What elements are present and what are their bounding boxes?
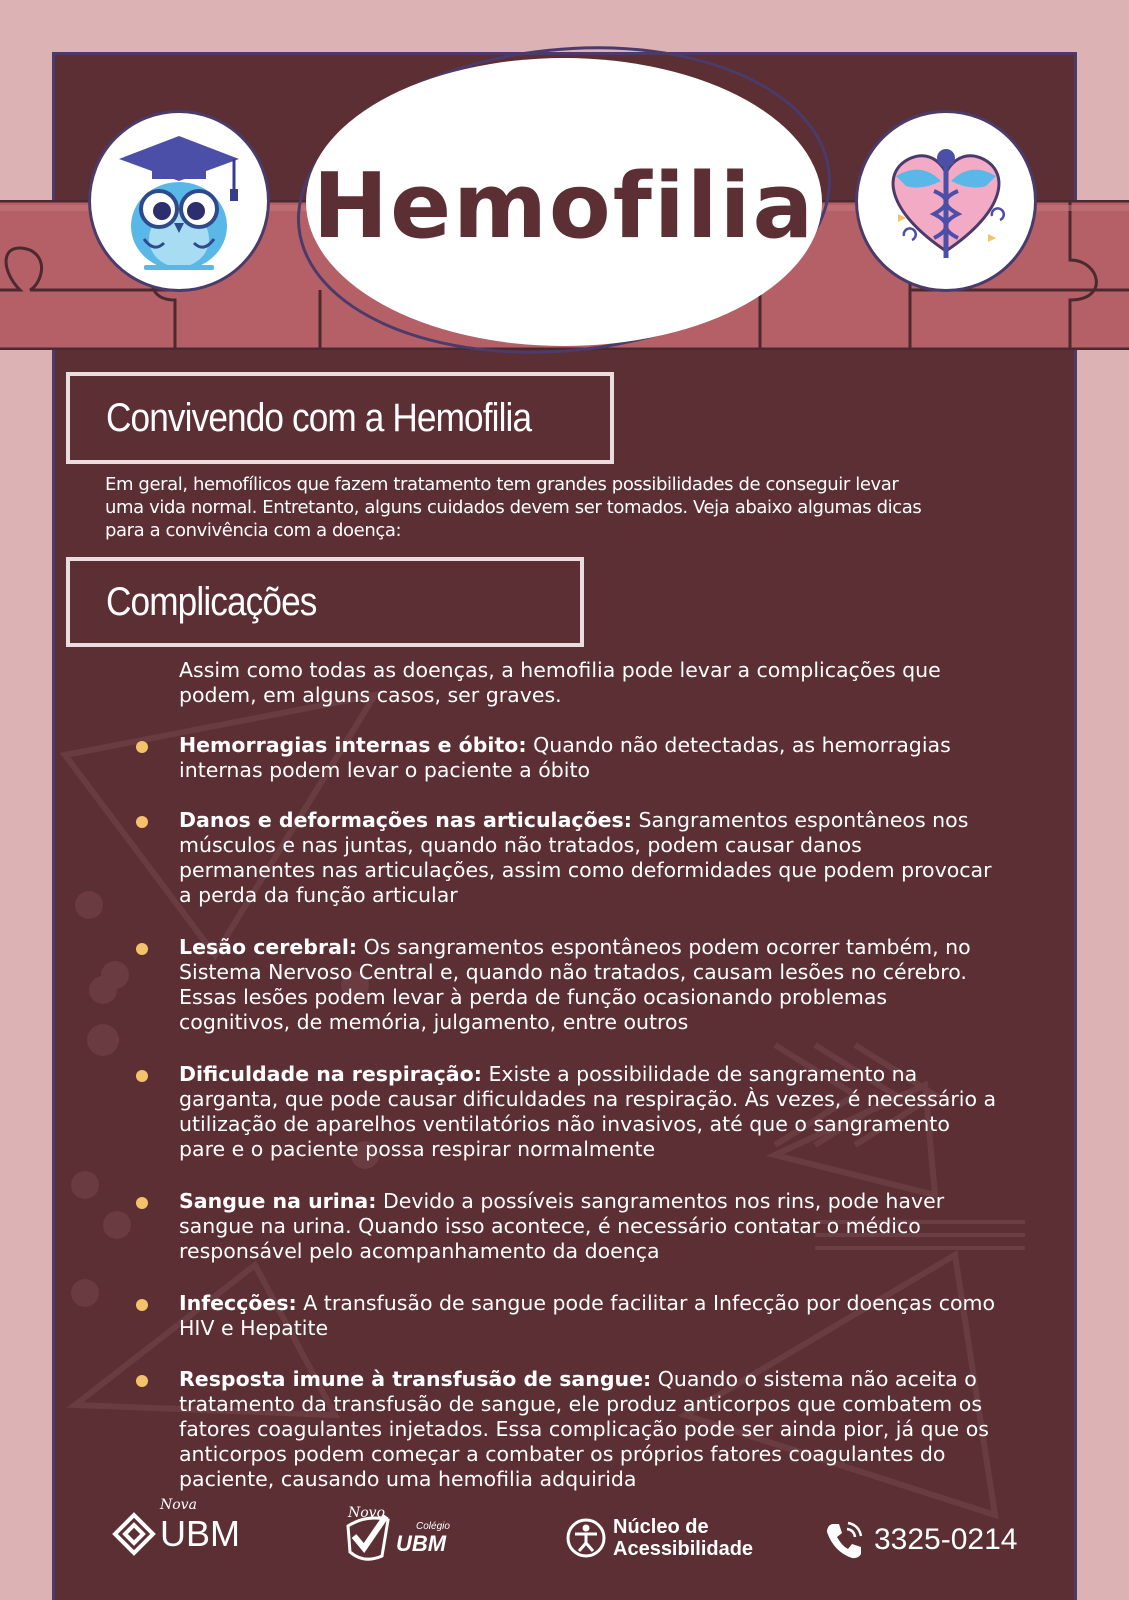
section-heading-box bbox=[66, 557, 584, 647]
caduceus-medallion bbox=[855, 110, 1037, 292]
bullet-dot bbox=[136, 1197, 148, 1209]
ubm-name: UBM bbox=[160, 1513, 240, 1554]
bullet-dot bbox=[136, 1375, 148, 1387]
owl-graduate-icon bbox=[114, 131, 244, 271]
owl-medallion bbox=[88, 110, 270, 292]
list-item bbox=[179, 935, 999, 1035]
list-item bbox=[179, 733, 999, 783]
nucleo-line1: Núcleo de bbox=[613, 1516, 709, 1538]
item-text: Quando o sistema não aceita o tratamento da transfusão de sangue, ele produz anticorpos que combatem os fatores coagulantes injetados. Essa complicação pode ser ainda pior, já que os anticorpos podem começar a combater os próprios fatores coagulantes do paciente, causando uma hemofilia adquirida bbox=[179, 1367, 989, 1491]
item-text: Quando não detectadas, as hemorragias internas podem levar o paciente a óbito bbox=[179, 733, 951, 782]
section-heading-box bbox=[66, 372, 614, 464]
item-text: Sangramentos espontâneos nos músculos e nas juntas, quando não tratados, podem causar danos permanentes nas articulações, assim como deformidades que podem provocar a perda da função articular bbox=[179, 808, 992, 907]
phone-number: 3325-0214 bbox=[874, 1523, 1018, 1556]
item-text: Devido a possíveis sangramentos nos rins, pode haver sangue na urina. Quando isso acontece, é necessário contatar o médico responsável pelo acompanhamento da doença bbox=[179, 1189, 945, 1263]
list-item bbox=[179, 808, 999, 908]
item-term: Resposta imune à transfusão de sangue: bbox=[179, 1367, 652, 1391]
intro-paragraph: Em geral, hemofílicos que fazem tratamento tem grandes possibilidades de conseguir levar uma vida normal. Entretanto, alguns cuidados devem ser tomados. Veja abaixo algumas dicas para a convivência com a doença: bbox=[105, 474, 922, 541]
colegio-label: Colégio bbox=[416, 1521, 450, 1532]
page-title: Hemofilia bbox=[312, 153, 816, 259]
bullet-dot bbox=[136, 816, 148, 828]
list-item bbox=[179, 1062, 999, 1162]
list-item bbox=[179, 1291, 999, 1341]
item-term: Hemorragias internas e óbito: bbox=[179, 733, 527, 757]
section-title-living: Convivendo com a Hemofilia bbox=[106, 395, 532, 440]
bullet-dot bbox=[136, 1299, 148, 1311]
nova-script: Nova bbox=[160, 1497, 197, 1513]
phone-contact bbox=[822, 1518, 1017, 1562]
novo-script: Novo bbox=[348, 1505, 386, 1521]
section-title-complications: Complicações bbox=[106, 579, 317, 624]
list-item bbox=[179, 1189, 999, 1264]
item-term: Sangue na urina: bbox=[179, 1189, 377, 1213]
title-oval bbox=[306, 58, 822, 346]
list-item bbox=[179, 1367, 999, 1492]
phone-icon bbox=[822, 1518, 866, 1562]
accessibility-person-icon bbox=[565, 1517, 607, 1559]
item-term: Lesão cerebral: bbox=[179, 935, 358, 959]
bullet-dot bbox=[136, 943, 148, 955]
item-term: Danos e deformações nas articulações: bbox=[179, 808, 632, 832]
complications-lead: Assim como todas as doenças, a hemofilia pode levar a complicações que podem, em alguns casos, ser graves. bbox=[179, 658, 941, 707]
item-text: A transfusão de sangue pode facilitar a Infecção por doenças como HIV e Hepatite bbox=[179, 1291, 996, 1340]
colegio-ubm-name: UBM bbox=[396, 1531, 447, 1556]
heart-caduceus-icon bbox=[876, 136, 1016, 266]
nova-ubm-logo bbox=[112, 1497, 240, 1556]
ubm-diamond-icon bbox=[112, 1512, 156, 1556]
bullet-dot bbox=[136, 1070, 148, 1082]
item-text: Existe a possibilidade de sangramento na garganta, que pode causar dificuldades na respiração. Às vezes, é necessário a utilização de aparelhos ventilatórios não invasivos, até que o sangramento pare e o paciente possa respirar normalmente bbox=[179, 1062, 997, 1161]
colegio-ubm-logo bbox=[342, 1506, 464, 1566]
bullet-dot bbox=[136, 741, 148, 753]
item-term: Dificuldade na respiração: bbox=[179, 1062, 482, 1086]
item-term: Infecções: bbox=[179, 1291, 297, 1315]
nucleo-acessibilidade-logo bbox=[565, 1516, 753, 1560]
nucleo-line2: Acessibilidade bbox=[613, 1538, 754, 1560]
item-text: Os sangramentos espontâneos podem ocorrer também, no Sistema Nervoso Central e, quando não tratados, causam lesões no cérebro. Essas lesões podem levar à perda de função ocasionando problemas cognitivos, de memória, julgamento, entre outros bbox=[179, 935, 971, 1034]
